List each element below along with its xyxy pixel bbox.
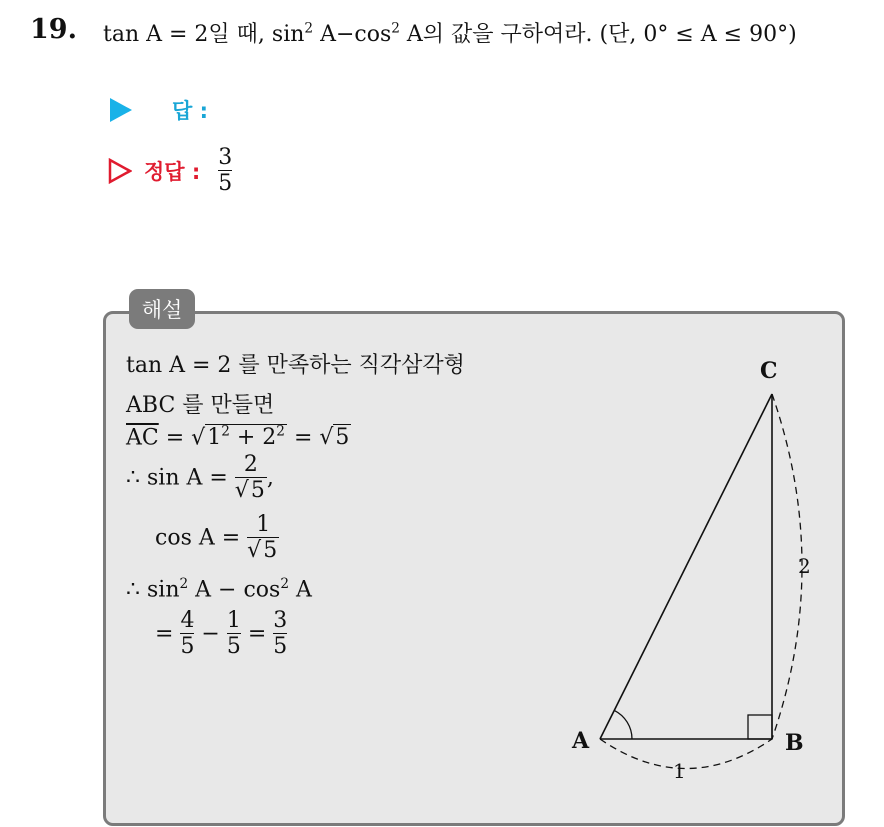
correct-answer-row bbox=[108, 145, 232, 197]
solution-line-6: ∴ $\sin^2 A - \cos^2 A$ bbox=[126, 576, 312, 603]
side-ab-length: 1 bbox=[673, 759, 686, 783]
side-bc-length: 2 bbox=[798, 554, 811, 578]
solution-line-1: tan A = 2 를 만족하는 직각삼각형 bbox=[126, 353, 465, 378]
play-icon bbox=[110, 98, 132, 122]
outline-play-icon bbox=[108, 158, 132, 184]
solution-line-7: = $\frac{4}{5}$ − $\frac{1}{5}$ = $\frac{3}{5}$ bbox=[155, 608, 288, 660]
answer-label: 답 : bbox=[172, 99, 208, 123]
correct-answer-label: 정답 : bbox=[144, 159, 201, 184]
right-angle-mark bbox=[748, 715, 772, 739]
angle-a-arc bbox=[614, 710, 632, 739]
vertex-a-label: A bbox=[572, 728, 590, 754]
solution-tab: 해설 bbox=[129, 289, 195, 329]
triangle-diagram bbox=[560, 350, 820, 790]
side-ab-brace bbox=[600, 739, 772, 769]
solution-line-2: ABC 를 만들면 bbox=[126, 393, 275, 418]
answer-row bbox=[110, 94, 208, 126]
question-text: tan A = 2일 때, $\sin^2 A-\cos^2$ A의 값을 구하여라. (단, 0° ≤ A ≤ 90°) bbox=[103, 20, 797, 47]
vertex-b-label: B bbox=[785, 730, 804, 756]
question-number: 19. bbox=[30, 14, 77, 45]
vertex-c-label: C bbox=[760, 358, 778, 384]
solution-line-5: cos A = $\frac{1}{√5}$ bbox=[155, 512, 278, 564]
correct-answer-value: $\frac{3}{5}$ bbox=[218, 145, 233, 197]
solution-line-4: ∴ sin A = $\frac{2}{√5}$ , bbox=[126, 452, 274, 504]
side-ac-line bbox=[600, 394, 772, 739]
solution-line-3: $\overline{AC} = √1^2 + 2^2 = √5$ bbox=[126, 424, 350, 451]
